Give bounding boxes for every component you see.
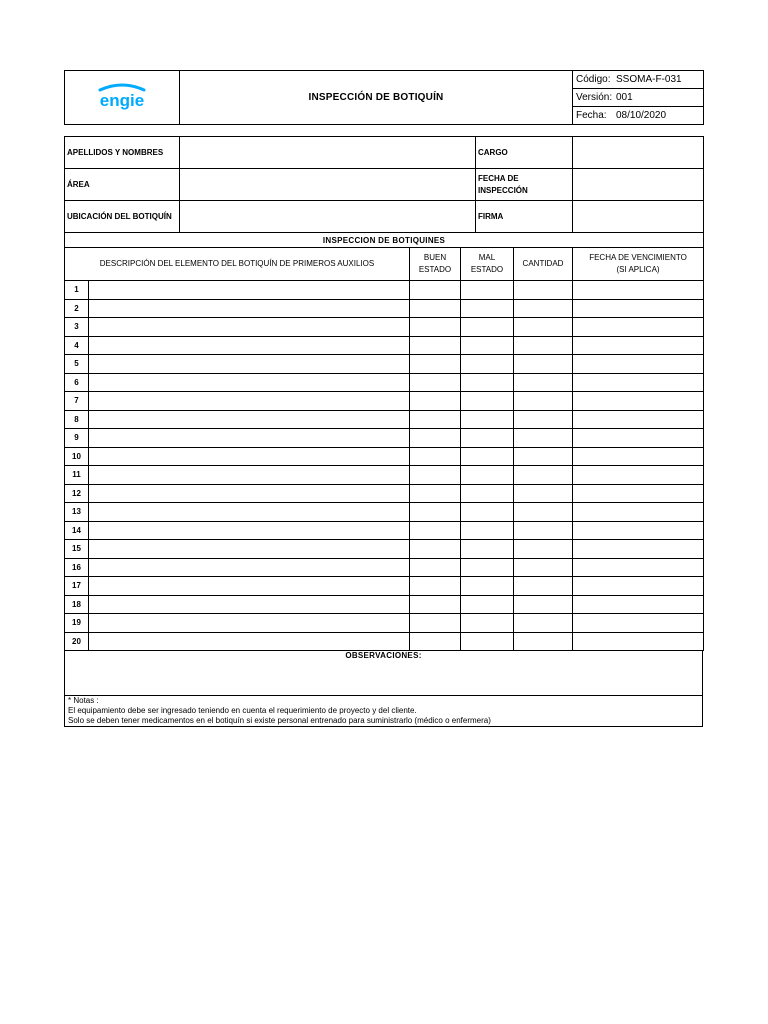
buen-estado-cell[interactable] bbox=[410, 595, 461, 614]
col-mal-line1: MAL bbox=[478, 253, 496, 262]
fecha-inspeccion-label-line2: INSPECCIÓN bbox=[478, 185, 528, 195]
cantidad-cell[interactable] bbox=[514, 558, 573, 577]
buen-estado-cell[interactable] bbox=[410, 503, 461, 522]
vencimiento-cell[interactable] bbox=[573, 558, 704, 577]
buen-estado-cell[interactable] bbox=[410, 318, 461, 337]
mal-estado-cell[interactable] bbox=[461, 336, 514, 355]
mal-estado-cell[interactable] bbox=[461, 558, 514, 577]
fecha-value: 08/10/2020 bbox=[616, 110, 667, 121]
row-number: 20 bbox=[65, 632, 89, 651]
descripcion-cell[interactable] bbox=[89, 429, 410, 448]
table-row bbox=[65, 447, 704, 466]
mal-estado-cell[interactable] bbox=[461, 540, 514, 559]
buen-estado-cell[interactable] bbox=[410, 447, 461, 466]
descripcion-cell[interactable] bbox=[89, 447, 410, 466]
col-mal-estado bbox=[461, 248, 514, 281]
descripcion-cell[interactable] bbox=[89, 281, 410, 300]
descripcion-cell[interactable] bbox=[89, 558, 410, 577]
descripcion-cell[interactable] bbox=[89, 595, 410, 614]
descripcion-cell[interactable] bbox=[89, 318, 410, 337]
row-number: 13 bbox=[65, 503, 89, 522]
table-row bbox=[65, 503, 704, 522]
codigo-label: Código: bbox=[576, 74, 611, 85]
table-row bbox=[65, 521, 704, 540]
table-row bbox=[65, 373, 704, 392]
engie-logo bbox=[86, 81, 158, 111]
vencimiento-cell[interactable] bbox=[573, 540, 704, 559]
vencimiento-cell[interactable] bbox=[573, 521, 704, 540]
vencimiento-cell[interactable] bbox=[573, 595, 704, 614]
vencimiento-cell[interactable] bbox=[573, 281, 704, 300]
table-row bbox=[65, 392, 704, 411]
row-number: 1 bbox=[65, 281, 89, 300]
vencimiento-cell[interactable] bbox=[573, 318, 704, 337]
buen-estado-cell[interactable] bbox=[410, 373, 461, 392]
cantidad-cell[interactable] bbox=[514, 503, 573, 522]
vencimiento-cell[interactable] bbox=[573, 447, 704, 466]
buen-estado-cell[interactable] bbox=[410, 410, 461, 429]
cantidad-cell[interactable] bbox=[514, 614, 573, 633]
row-number: 9 bbox=[65, 429, 89, 448]
row-number: 12 bbox=[65, 484, 89, 503]
mal-estado-cell[interactable] bbox=[461, 355, 514, 374]
cantidad-cell[interactable] bbox=[514, 447, 573, 466]
firma-field[interactable] bbox=[573, 201, 704, 233]
col-vencimiento bbox=[573, 248, 704, 281]
descripcion-cell[interactable] bbox=[89, 577, 410, 596]
notes-line-2: Solo se deben tener medicamentos en el botiquín si existe personal entrenado para suministrarlo (médico o enfermera) bbox=[68, 716, 491, 725]
col-mal-line2: ESTADO bbox=[470, 265, 504, 274]
vencimiento-cell[interactable] bbox=[573, 299, 704, 318]
vencimiento-cell[interactable] bbox=[573, 429, 704, 448]
col-buen-line1: BUEN bbox=[423, 253, 447, 262]
col-descripcion: DESCRIPCIÓN DEL ELEMENTO DEL BOTIQUÍN DE PRIMEROS AUXILIOS bbox=[65, 248, 410, 281]
row-number: 5 bbox=[65, 355, 89, 374]
buen-estado-cell[interactable] bbox=[410, 484, 461, 503]
row-number: 7 bbox=[65, 392, 89, 411]
table-row bbox=[65, 466, 704, 485]
mal-estado-cell[interactable] bbox=[461, 577, 514, 596]
version-row bbox=[573, 89, 704, 107]
buen-estado-cell[interactable] bbox=[410, 540, 461, 559]
observations-title: OBSERVACIONES: bbox=[345, 651, 422, 660]
form-header bbox=[64, 70, 704, 125]
buen-estado-cell[interactable] bbox=[410, 558, 461, 577]
col-buen-estado bbox=[410, 248, 461, 281]
form-sheet bbox=[64, 70, 703, 727]
observations-field[interactable] bbox=[65, 651, 703, 696]
info-block bbox=[64, 136, 704, 233]
section-title: INSPECCION DE BOTIQUINES bbox=[65, 233, 704, 248]
table-row bbox=[65, 595, 704, 614]
col-vencimiento-line1: FECHA DE VENCIMIENTO bbox=[589, 253, 687, 262]
descripcion-cell[interactable] bbox=[89, 484, 410, 503]
cantidad-cell[interactable] bbox=[514, 410, 573, 429]
buen-estado-cell[interactable] bbox=[410, 632, 461, 651]
row-number: 2 bbox=[65, 299, 89, 318]
row-number: 19 bbox=[65, 614, 89, 633]
cantidad-cell[interactable] bbox=[514, 281, 573, 300]
notes-line-1: El equipamiento debe ser ingresado teniendo en cuenta el requerimiento de proyecto y del cliente. bbox=[68, 706, 417, 715]
descripcion-cell[interactable] bbox=[89, 632, 410, 651]
descripcion-cell[interactable] bbox=[89, 466, 410, 485]
row-number: 14 bbox=[65, 521, 89, 540]
cantidad-cell[interactable] bbox=[514, 632, 573, 651]
descripcion-cell[interactable] bbox=[89, 521, 410, 540]
table-row bbox=[65, 429, 704, 448]
mal-estado-cell[interactable] bbox=[461, 410, 514, 429]
row-number: 15 bbox=[65, 540, 89, 559]
cargo-field[interactable] bbox=[573, 137, 704, 169]
row-number: 3 bbox=[65, 318, 89, 337]
vencimiento-cell[interactable] bbox=[573, 466, 704, 485]
mal-estado-cell[interactable] bbox=[461, 318, 514, 337]
mal-estado-cell[interactable] bbox=[461, 373, 514, 392]
col-buen-line2: ESTADO bbox=[418, 265, 452, 274]
area-label: ÁREA bbox=[65, 169, 180, 201]
cantidad-cell[interactable] bbox=[514, 355, 573, 374]
table-row bbox=[65, 558, 704, 577]
descripcion-cell[interactable] bbox=[89, 614, 410, 633]
fecha-row bbox=[573, 107, 704, 125]
cantidad-cell[interactable] bbox=[514, 595, 573, 614]
cantidad-cell[interactable] bbox=[514, 299, 573, 318]
vencimiento-cell[interactable] bbox=[573, 336, 704, 355]
cantidad-cell[interactable] bbox=[514, 577, 573, 596]
mal-estado-cell[interactable] bbox=[461, 484, 514, 503]
cantidad-cell[interactable] bbox=[514, 318, 573, 337]
mal-estado-cell[interactable] bbox=[461, 429, 514, 448]
table-row bbox=[65, 281, 704, 300]
vencimiento-cell[interactable] bbox=[573, 484, 704, 503]
mal-estado-cell[interactable] bbox=[461, 466, 514, 485]
cantidad-cell[interactable] bbox=[514, 466, 573, 485]
table-row bbox=[65, 577, 704, 596]
cargo-label: CARGO bbox=[476, 137, 573, 169]
fecha-label: Fecha: bbox=[576, 110, 607, 121]
table-row bbox=[65, 318, 704, 337]
apellidos-label: APELLIDOS Y NOMBRES bbox=[65, 137, 180, 169]
buen-estado-cell[interactable] bbox=[410, 614, 461, 633]
cantidad-cell[interactable] bbox=[514, 429, 573, 448]
cantidad-cell[interactable] bbox=[514, 484, 573, 503]
buen-estado-cell[interactable] bbox=[410, 466, 461, 485]
descripcion-cell[interactable] bbox=[89, 373, 410, 392]
mal-estado-cell[interactable] bbox=[461, 632, 514, 651]
row-number: 17 bbox=[65, 577, 89, 596]
mal-estado-cell[interactable] bbox=[461, 614, 514, 633]
table-row bbox=[65, 299, 704, 318]
table-row bbox=[65, 484, 704, 503]
table-row bbox=[65, 355, 704, 374]
buen-estado-cell[interactable] bbox=[410, 392, 461, 411]
mal-estado-cell[interactable] bbox=[461, 392, 514, 411]
descripcion-cell[interactable] bbox=[89, 503, 410, 522]
logo-cell bbox=[65, 71, 180, 125]
vencimiento-cell[interactable] bbox=[573, 577, 704, 596]
mal-estado-cell[interactable] bbox=[461, 595, 514, 614]
row-number: 8 bbox=[65, 410, 89, 429]
col-vencimiento-line2: (SI APLICA) bbox=[616, 265, 660, 274]
svg-text:engie: engie bbox=[99, 91, 145, 110]
buen-estado-cell[interactable] bbox=[410, 336, 461, 355]
descripcion-cell[interactable] bbox=[89, 410, 410, 429]
codigo-value: SSOMA-F-031 bbox=[616, 74, 682, 85]
row-number: 11 bbox=[65, 466, 89, 485]
version-label: Versión: bbox=[576, 92, 613, 103]
table-row bbox=[65, 632, 704, 651]
table-row bbox=[65, 540, 704, 559]
notes-title: * Notas : bbox=[68, 696, 99, 705]
notes-block bbox=[65, 696, 703, 727]
mal-estado-cell[interactable] bbox=[461, 447, 514, 466]
descripcion-cell[interactable] bbox=[89, 392, 410, 411]
vencimiento-cell[interactable] bbox=[573, 355, 704, 374]
row-number: 18 bbox=[65, 595, 89, 614]
observations-block bbox=[64, 650, 703, 727]
buen-estado-cell[interactable] bbox=[410, 281, 461, 300]
cantidad-cell[interactable] bbox=[514, 540, 573, 559]
version-value: 001 bbox=[616, 92, 633, 103]
cantidad-cell[interactable] bbox=[514, 521, 573, 540]
mal-estado-cell[interactable] bbox=[461, 281, 514, 300]
descripcion-cell[interactable] bbox=[89, 336, 410, 355]
buen-estado-cell[interactable] bbox=[410, 521, 461, 540]
ubicacion-label: UBICACIÓN DEL BOTIQUÍN bbox=[65, 201, 180, 233]
row-number: 6 bbox=[65, 373, 89, 392]
cantidad-cell[interactable] bbox=[514, 373, 573, 392]
vencimiento-cell[interactable] bbox=[573, 632, 704, 651]
apellidos-field[interactable] bbox=[180, 137, 476, 169]
vencimiento-cell[interactable] bbox=[573, 503, 704, 522]
inspection-table bbox=[64, 232, 704, 651]
mal-estado-cell[interactable] bbox=[461, 521, 514, 540]
row-number: 10 bbox=[65, 447, 89, 466]
vencimiento-cell[interactable] bbox=[573, 614, 704, 633]
vencimiento-cell[interactable] bbox=[573, 410, 704, 429]
buen-estado-cell[interactable] bbox=[410, 429, 461, 448]
vencimiento-cell[interactable] bbox=[573, 392, 704, 411]
vencimiento-cell[interactable] bbox=[573, 373, 704, 392]
mal-estado-cell[interactable] bbox=[461, 503, 514, 522]
descripcion-cell[interactable] bbox=[89, 355, 410, 374]
table-row bbox=[65, 336, 704, 355]
buen-estado-cell[interactable] bbox=[410, 299, 461, 318]
col-cantidad: CANTIDAD bbox=[514, 248, 573, 281]
form-title: INSPECCIÓN DE BOTIQUÍN bbox=[180, 71, 573, 125]
row-number: 4 bbox=[65, 336, 89, 355]
cantidad-cell[interactable] bbox=[514, 392, 573, 411]
fecha-inspeccion-label bbox=[476, 169, 573, 201]
descripcion-cell[interactable] bbox=[89, 299, 410, 318]
fecha-inspeccion-label-line1: FECHA DE bbox=[478, 173, 519, 183]
inspection-rows bbox=[65, 281, 704, 651]
row-number: 16 bbox=[65, 558, 89, 577]
codigo-row bbox=[573, 71, 704, 89]
mal-estado-cell[interactable] bbox=[461, 299, 514, 318]
table-row bbox=[65, 614, 704, 633]
area-field[interactable] bbox=[180, 169, 476, 201]
cantidad-cell[interactable] bbox=[514, 336, 573, 355]
fecha-inspeccion-field[interactable] bbox=[573, 169, 704, 201]
buen-estado-cell[interactable] bbox=[410, 355, 461, 374]
firma-label: FIRMA bbox=[476, 201, 573, 233]
ubicacion-field[interactable] bbox=[180, 201, 476, 233]
buen-estado-cell[interactable] bbox=[410, 577, 461, 596]
table-row bbox=[65, 410, 704, 429]
descripcion-cell[interactable] bbox=[89, 540, 410, 559]
